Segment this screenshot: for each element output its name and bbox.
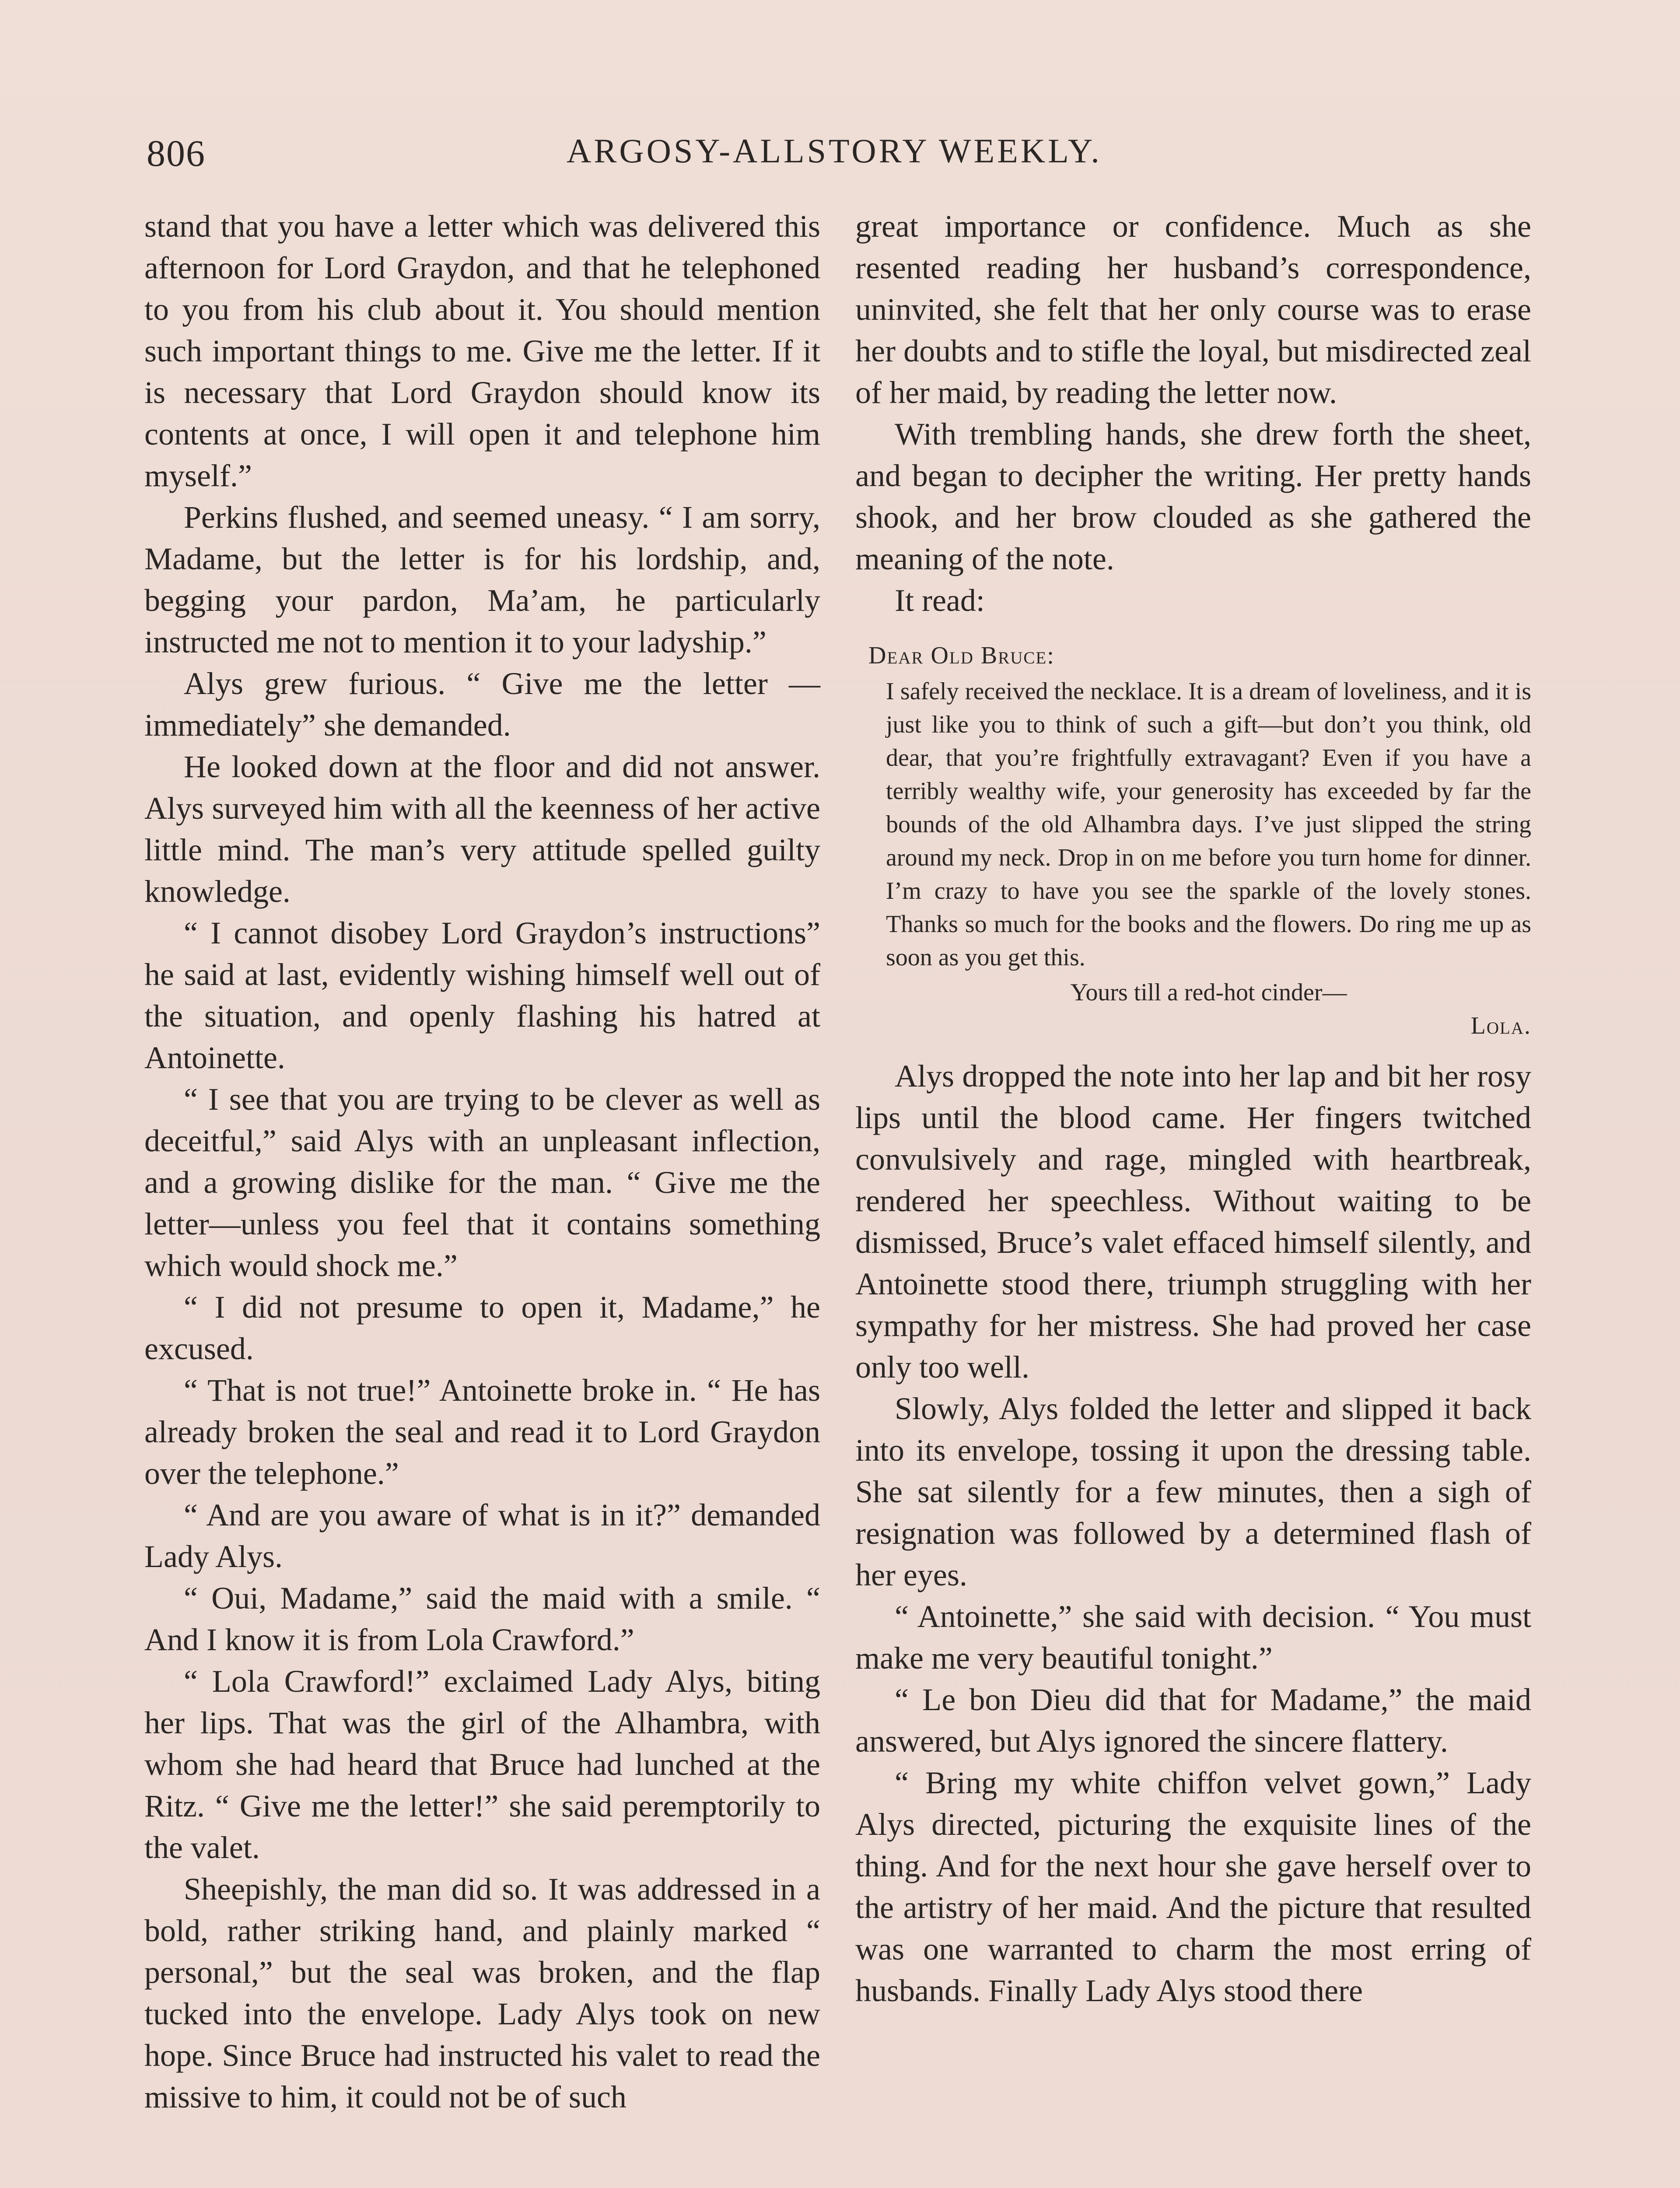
paragraph: stand that you have a letter which was delivered this afternoon for Lord Graydon, and that he telephoned to you from his club about it. You should mention such important things to me. Give me the letter. If it is necessary that Lord Graydon should know its contents at once, I will open it and telephone him myself.” <box>144 209 820 493</box>
paragraph: He looked down at the floor and did not answer. Alys surveyed him with all the keenness of her active little mind. The man’s very attitude spelled guilty knowledge. <box>144 749 820 909</box>
paragraph: Alys grew furious. “ Give me the letter —immediately” she demanded. <box>144 666 820 743</box>
paragraph: “ I did not presume to open it, Madame,” he excused. <box>144 1290 820 1366</box>
paragraph: “ And are you aware of what is in it?” demanded Lady Alys. <box>144 1497 820 1574</box>
letter-body: I safely received the necklace. It is a dream of loveliness, and it is just like you to think of such a gift—but don’t you think, old dear, that you’re frightfully extravagant? Even if you have a terribly wealthy wife, your generosity has exceeded by far the bounds of the old Alhambra days. I’ve just slipped the string around my neck. Drop in on me before you turn home for dinner. I’m crazy to have you see the sparkle of the lovely stones. Thanks so much for the books and the flowers. Do ring me up as soon as you get this. <box>886 678 1531 971</box>
running-title: ARGOSY-ALLSTORY WEEKLY. <box>567 132 1102 170</box>
paragraph: Perkins flushed, and seemed uneasy. “ I am sorry, Madame, but the letter is for his lordship, and, begging your pardon, Ma’am, he particularly instructed me not to mention it to your ladyship.” <box>144 500 820 659</box>
paragraph: great importance or confidence. Much as she resented reading her husband’s correspondence, uninvited, she felt that her only course was to erase her doubts and to stifle the loyal, but misdirected zeal of her maid, by reading the letter now. <box>855 209 1531 410</box>
paragraph: “ I see that you are trying to be clever as well as deceitful,” said Alys with an unpleasant inflection, and a growing dislike for the man. “ Give me the letter—unless you feel that it contains something which would shock me.” <box>144 1082 820 1283</box>
paragraph: Alys dropped the note into her lap and bit her rosy lips until the blood came. Her fingers twitched convulsively and rage, mingled with heartbreak, rendered her speechless. Without waiting to be dismissed, Bruce’s valet effaced himself silently, and Antoinette stood there, triumph struggling with her sympathy for her mistress. She had proved her case only too well. <box>855 1059 1531 1385</box>
paragraph: “ I cannot disobey Lord Graydon’s instructions” he said at last, evidently wishing himself well out of the situation, and openly flashing his hatred at Antoinette. <box>144 915 820 1075</box>
paragraph: “ Antoinette,” she said with decision. “ You must make me very beautiful tonight.” <box>855 1599 1531 1676</box>
paragraph: Slowly, Alys folded the letter and slipped it back into its envelope, tossing it upon the dressing table. She sat silently for a few minutes, then a sigh of resignation was followed by a determined flash of her eyes. <box>855 1391 1531 1592</box>
page-number: 806 <box>147 132 206 174</box>
paragraph: “ Bring my white chiffon velvet gown,” Lady Alys directed, picturing the exquisite lines of the thing. And for the next hour she gave herself over to the artistry of her maid. And the picture that resulted was one warranted to charm the most erring of husbands. Finally Lady Alys stood there <box>855 1765 1531 2008</box>
paragraph: “ Lola Crawford!” exclaimed Lady Alys, biting her lips. That was the girl of the Alhambra, with whom she had heard that Bruce had lunched at the Ritz. “ Give me the letter!” she said peremptorily to the valet. <box>144 1664 820 1865</box>
letter-salutation: Dear Old Bruce: <box>868 642 1055 669</box>
paragraph: Sheepishly, the man did so. It was addressed in a bold, rather striking hand, and plainly marked “ personal,” but the seal was broken, and the flap tucked into the envelope. Lady Alys took on new hope. Since Bruce had instructed his valet to read the missive to him, it could not be of such <box>144 1872 820 2114</box>
paragraph: “ Le bon Dieu did that for Madame,” the maid answered, but Alys ignored the sincere flattery. <box>855 1682 1531 1759</box>
letter-signature: Lola. <box>1470 1012 1531 1039</box>
left-column <box>144 206 820 2118</box>
paragraph: “ Oui, Madame,” said the maid with a smile. “ And I know it is from Lola Crawford.” <box>144 1581 820 1657</box>
paragraph: With trembling hands, she drew forth the sheet, and began to decipher the writing. Her pretty hands shook, and her brow clouded as she gathered the meaning of the note. <box>855 417 1531 576</box>
right-column <box>855 206 1531 2012</box>
quoted-letter <box>855 639 1531 1042</box>
letter-closing: Yours till a red-hot cinder— <box>1070 979 1347 1006</box>
paragraph: It read: <box>895 583 985 618</box>
page-header <box>147 131 1590 184</box>
paragraph: “ That is not true!” Antoinette broke in. “ He has already broken the seal and read it to Lord Graydon over the telephone.” <box>144 1373 820 1491</box>
